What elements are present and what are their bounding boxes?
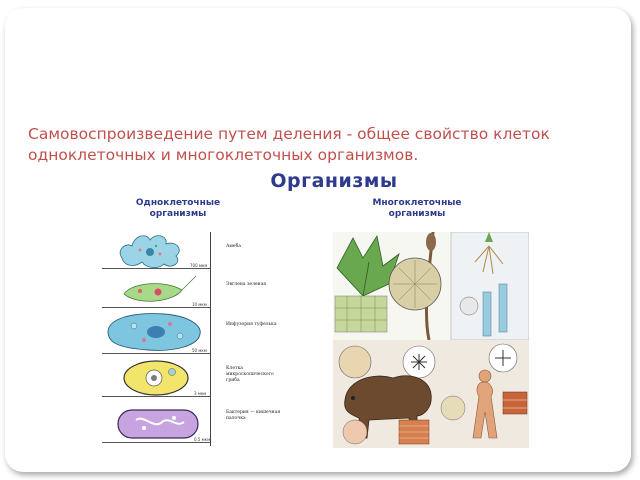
bacterium-label: Бактерия — кишечная палочка (226, 410, 281, 421)
bacterium-line (102, 442, 210, 443)
fungus-label: Клетка микроскопического гриба (226, 366, 274, 383)
fungus-cell-illustration (120, 358, 196, 398)
multicellular-header: Многоклеточные организмы (372, 198, 462, 219)
euglena-label: Эвглена зеленая (226, 282, 267, 287)
amoeba-line (102, 268, 210, 269)
paramecium-line (102, 353, 210, 354)
unicellular-header: Одноклеточные организмы (135, 198, 221, 219)
paramecium-illustration (104, 310, 204, 354)
fungus-line (102, 396, 210, 397)
bacterium-illustration (114, 404, 204, 444)
euglena-line (102, 307, 210, 308)
paramecium-label: Инфузория туфелька (226, 322, 277, 327)
bacterium-scale: 0,5 мкм (194, 437, 211, 442)
euglena-illustration (118, 274, 198, 310)
amoeba-scale: 700 мкм (190, 263, 208, 268)
euglena-scale: 10 мкм (192, 302, 207, 307)
amoeba-label: Амеба (226, 244, 241, 249)
unicellular-divider (210, 232, 211, 446)
slide-body-text: Самовоспроизведение путем деления - общее свойство клеток одноклеточных и многоклеточных организмов. (28, 125, 550, 164)
organisms-figure (90, 170, 530, 456)
multicellular-collage (333, 232, 529, 448)
amoeba-illustration (112, 228, 192, 272)
figure-title: Организмы (270, 170, 398, 192)
fungus-scale: 3 мкм (194, 391, 207, 396)
paramecium-scale: 50 мкм (192, 348, 207, 353)
